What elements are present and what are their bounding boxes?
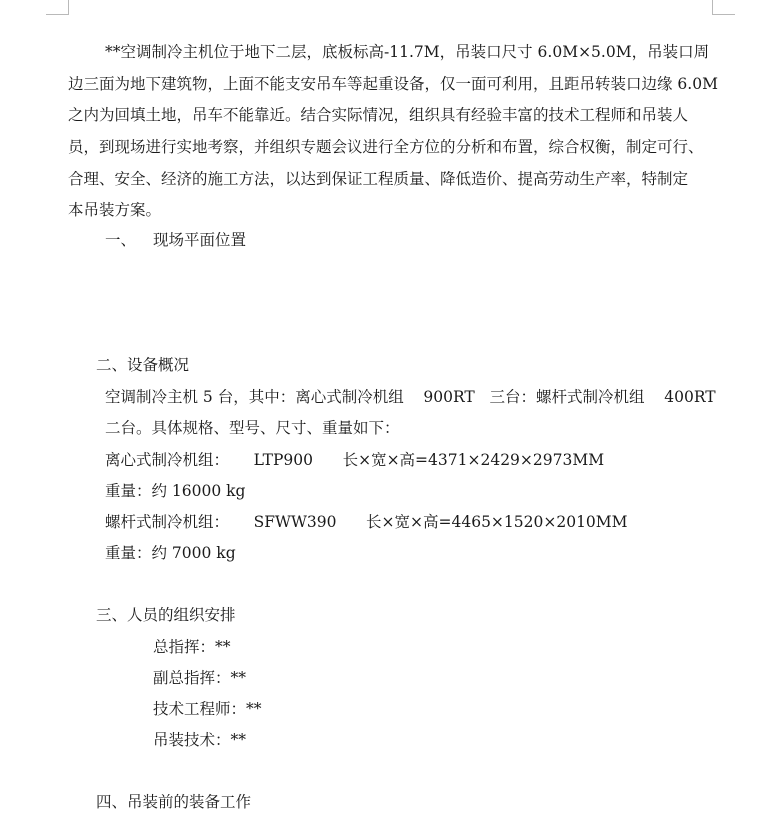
section2-heading: 二、设备概况 <box>96 356 190 374</box>
section2-line-2: 二台。具体规格、型号、尺寸、重量如下： <box>105 419 400 437</box>
intro-line-1: **空调制冷主机位于地下二层，底板标高-11.7M，吊装口尺寸 6.0M×5.0M，吊装口周 <box>105 43 710 61</box>
role-technical-engineer: 技术工程师：** <box>153 700 262 718</box>
section1-number: 一、 <box>105 231 137 249</box>
role-deputy-commander: 副总指挥：** <box>153 669 247 687</box>
intro-line-4: 员，到现场进行实地考察，并组织专题会议进行全方位的分析和布置，综合权衡，制定可行、 <box>68 138 704 156</box>
section2-line-1: 空调制冷主机 5 台，其中：离心式制冷机组 900RT 三台：螺杆式制冷机组 400RT <box>105 388 716 406</box>
role-chief-commander: 总指挥：** <box>153 638 231 656</box>
spec-centrifugal: 离心式制冷机组： LTP900 长×宽×高=4371×2429×2973MM <box>105 451 605 469</box>
section4-heading: 四、吊装前的装备工作 <box>96 793 252 811</box>
intro-line-3: 之内为回填土地，吊车不能靠近。结合实际情况，组织具有经验丰富的技术工程师和吊装人 <box>68 106 689 124</box>
section3-heading: 三、人员的组织安排 <box>96 606 236 624</box>
section1-title: 现场平面位置 <box>153 231 247 249</box>
intro-line-2: 边三面为地下建筑物，上面不能支安吊车等起重设备，仅一面可利用，且距吊转装口边缘 6.0M <box>68 75 718 93</box>
weight-centrifugal: 重量：约 16000 kg <box>105 482 246 500</box>
spec-screw: 螺杆式制冷机组： SFWW390 长×宽×高=4465×1520×2010MM <box>105 513 628 531</box>
role-hoisting-technician: 吊装技术：** <box>153 731 247 749</box>
section1-heading <box>105 229 246 251</box>
crop-mark-top-left <box>46 0 69 15</box>
weight-screw: 重量：约 7000 kg <box>105 544 236 562</box>
intro-line-5: 合理、安全、经济的施工方法，以达到保证工程质量、降低造价、提高劳动生产率，特制定 <box>68 170 689 188</box>
intro-line-6: 本吊装方案。 <box>68 201 162 219</box>
crop-mark-top-right <box>712 0 735 15</box>
